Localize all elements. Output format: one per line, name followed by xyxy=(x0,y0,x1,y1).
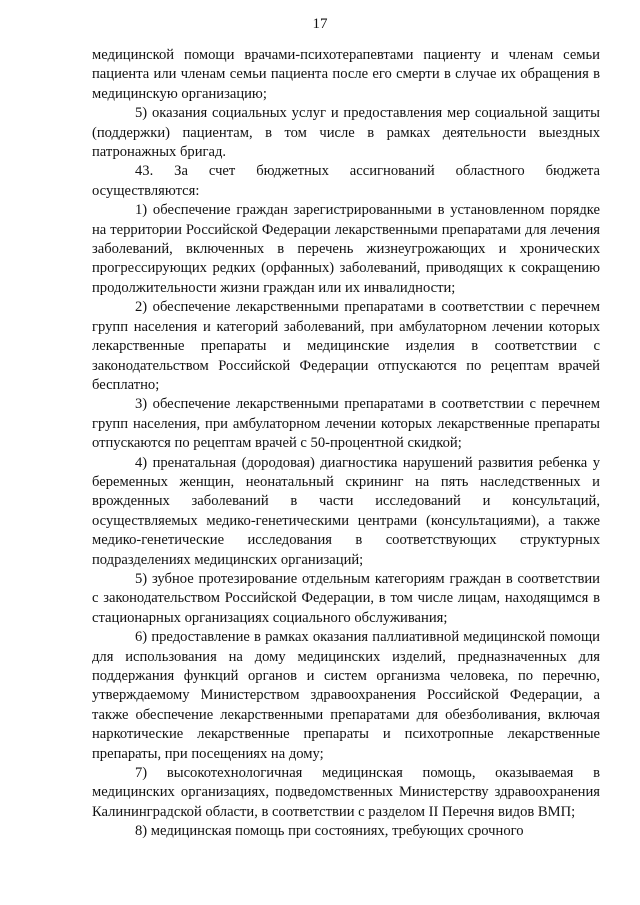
paragraph: 1) обеспечение граждан зарегистрированными в установленном порядке на территории Российской Федерации лекарственными препаратами для лечения заболеваний, включенных в перечень жизнеугрожающих и хронических прогрессирующих редких (орфанных) заболеваний, приводящих к сокращению продолжительности жизни граждан или их инвалидности; xyxy=(92,202,600,296)
paragraph: 6) предоставление в рамках оказания паллиативной медицинской помощи для использования на дому медицинских изделий, предназначенных для поддержания функций органов и систем организма человека, по перечню, утверждаемому Министерством здравоохранения Российской Федерации, а также обеспечение лекарственными препаратами для обезболивания, включая наркотические лекарственные препараты и психотропные лекарственные препараты, при посещениях на дому; xyxy=(92,629,600,762)
paragraph: 8) медицинская помощь при состояниях, требующих срочного xyxy=(135,823,524,840)
document-body xyxy=(92,46,600,842)
paragraph: 4) пренатальная (дородовая) диагностика нарушений развития ребенка у беременных женщин, неонатальный скрининг на пять наследственных и врожденных заболеваний в части исследований и консультаций, осуществляемых медико-генетическими центрами (консультациями), а также медико-генетические исследования в соответствующих структурных подразделениях медицинских организаций; xyxy=(92,454,600,568)
paragraph: 5) зубное протезирование отдельным категориям граждан в соответствии с законодательством Российской Федерации, в том числе лицам, находящимся в стационарных организациях социального обслуживания; xyxy=(92,570,600,626)
paragraph: 43. За счет бюджетных ассигнований областного бюджета осуществляются: xyxy=(92,163,600,199)
paragraph: 5) оказания социальных услуг и предоставления мер социальной защиты (поддержки) пациентам, в том числе в рамках деятельности выездных патронажных бригад. xyxy=(92,105,600,161)
paragraph: медицинской помощи врачами-психотерапевтами пациенту и членам семьи пациента или членам семьи пациента после его смерти в случае их обращения в медицинскую организацию; xyxy=(92,47,600,102)
paragraph: 3) обеспечение лекарственными препаратами в соответствии с перечнем групп населения, при амбулаторном лечении которых лекарственные препараты отпускаются по рецептам врачей с 50-процентной скидкой; xyxy=(92,396,600,452)
paragraph: 2) обеспечение лекарственными препаратами в соответствии с перечнем групп населения и категорий заболеваний, при амбулаторном лечении которых лекарственные препараты и медицинские изделия в соответствии с законодательством Российской Федерации отпускаются по рецептам врачей бесплатно; xyxy=(92,299,600,393)
page-number: 17 xyxy=(312,16,328,32)
paragraph: 7) высокотехнологичная медицинская помощь, оказываемая в медицинских организациях, подведомственных Министерству здравоохранения Калининградской области, в соответствии с разделом II Перечня видов ВМП; xyxy=(92,765,600,820)
